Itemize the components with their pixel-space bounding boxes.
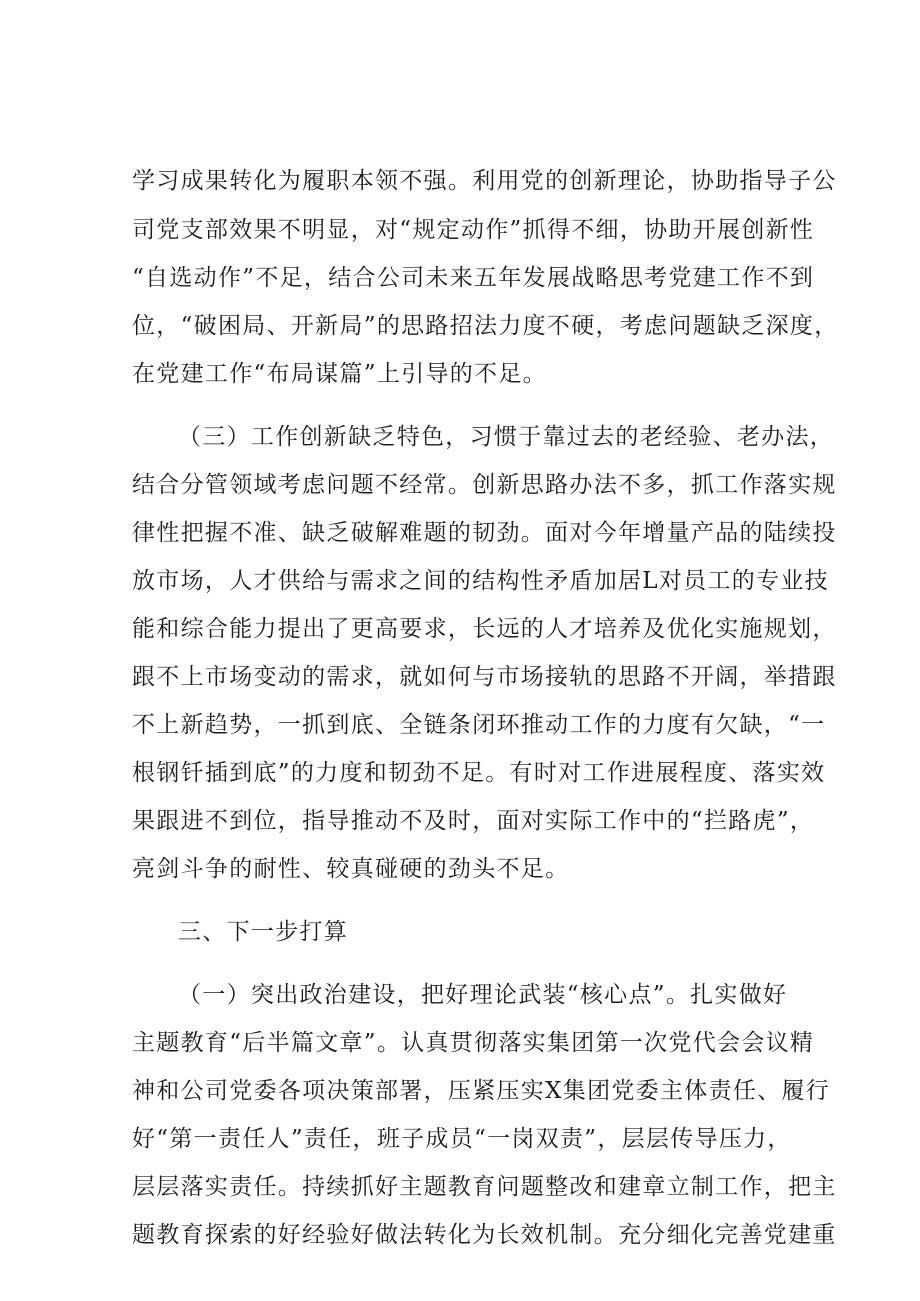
text-line: 司党支部效果不明显，对“规定动作”抓得不细，协助开展创新性 — [132, 217, 815, 243]
text-line: 主题教育“后半篇文章”。认真贯彻落实集团第一次党代会会议精 — [132, 1030, 815, 1056]
text-line: 学习成果转化为履职本领不强。利用党的创新理论，协助指导子公 — [132, 168, 837, 194]
text-line: 位，“破困局、开新局”的思路招法力度不硬，考虑问题缺乏深度， — [132, 313, 839, 339]
text-line: 神和公司党委各项决策部署，压紧压实X集团党委主体责任、履行 — [132, 1078, 831, 1104]
section-heading: （三）工作创新缺乏特色，习惯于靠过去的老经验、老办法， — [178, 424, 835, 450]
text-line: 亮剑斗争的耐性、较真碰硬的劲头不足。 — [132, 856, 570, 882]
text-line: 在党建工作“布局谋篇”上引导的不足。 — [132, 361, 547, 387]
text-line: 好“第一责任人”责任，班子成员“一岗双责”，层层传导压力， — [132, 1126, 792, 1152]
text-line: 层层落实责任。持续抓好主题教育问题整改和建章立制工作，把主 — [132, 1174, 837, 1200]
section-heading: 三、下一步打算 — [178, 919, 349, 945]
text-line: 能和综合能力提出了更高要求，长远的人才培养及优化实施规划， — [132, 616, 837, 642]
text-line: “自选动作”不足，结合公司未来五年发展战略思考党建工作不到 — [132, 265, 815, 291]
text-line: 果跟进不到位，指导推动不及时，面对实际工作中的“拦路虎”， — [132, 808, 815, 834]
text-line: 不上新趋势，一抓到底、全链条闭环推动工作的力度有欠缺，“一 — [132, 712, 826, 738]
text-line: 放市场，人才供给与需求之间的结构性矛盾加居L对员工的专业技 — [132, 568, 829, 594]
text-line: 律性把握不准、缺乏破解难题的韧劲。面对今年增量产品的陆续投 — [132, 520, 837, 546]
text-line: 结合分管领域考虑问题不经常。创新思路办法不多，抓工作落实规 — [132, 472, 837, 498]
text-line: 根钢钎插到底”的力度和韧劲不足。有时对工作进展程度、落实效 — [132, 760, 826, 786]
text-line: 题教育探索的好经验好做法转化为长效机制。充分细化完善党建重 — [132, 1222, 837, 1248]
text-line: 跟不上市场变动的需求，就如何与市场接轨的思路不开阔，举措跟 — [132, 664, 837, 690]
section-heading: （一）突出政治建设，把好理论武装“核心点”。扎实做好 — [178, 982, 788, 1008]
